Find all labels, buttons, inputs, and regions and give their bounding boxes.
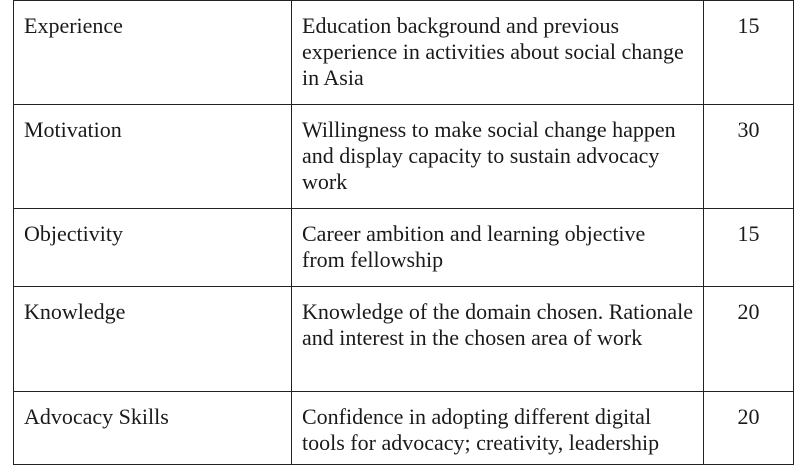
table-row <box>14 209 794 287</box>
evaluation-criteria-table <box>13 0 794 465</box>
criterion-cell: Motivation <box>14 105 292 209</box>
description-cell: Willingness to make social change happen and display capacity to sustain advocacy work <box>292 105 704 209</box>
criterion-cell: Knowledge <box>14 287 292 392</box>
description-cell: Career ambition and learning objective from fellowship <box>292 209 704 287</box>
criterion-cell: Experience <box>14 1 292 105</box>
score-cell: 30 <box>704 105 794 209</box>
criterion-cell: Objectivity <box>14 209 292 287</box>
table-row <box>14 105 794 209</box>
description-cell: Education background and previous experience in activities about social change in Asia <box>292 1 704 105</box>
table-row <box>14 287 794 392</box>
score-cell: 20 <box>704 287 794 392</box>
description-cell: Knowledge of the domain chosen. Rationale and interest in the chosen area of work <box>292 287 704 392</box>
score-cell: 15 <box>704 209 794 287</box>
score-cell: 20 <box>704 392 794 465</box>
description-cell: Confidence in adopting different digital tools for advocacy; creativity, leadership <box>292 392 704 465</box>
score-cell: 15 <box>704 1 794 105</box>
table-row <box>14 1 794 105</box>
table-row <box>14 392 794 465</box>
criterion-cell: Advocacy Skills <box>14 392 292 465</box>
